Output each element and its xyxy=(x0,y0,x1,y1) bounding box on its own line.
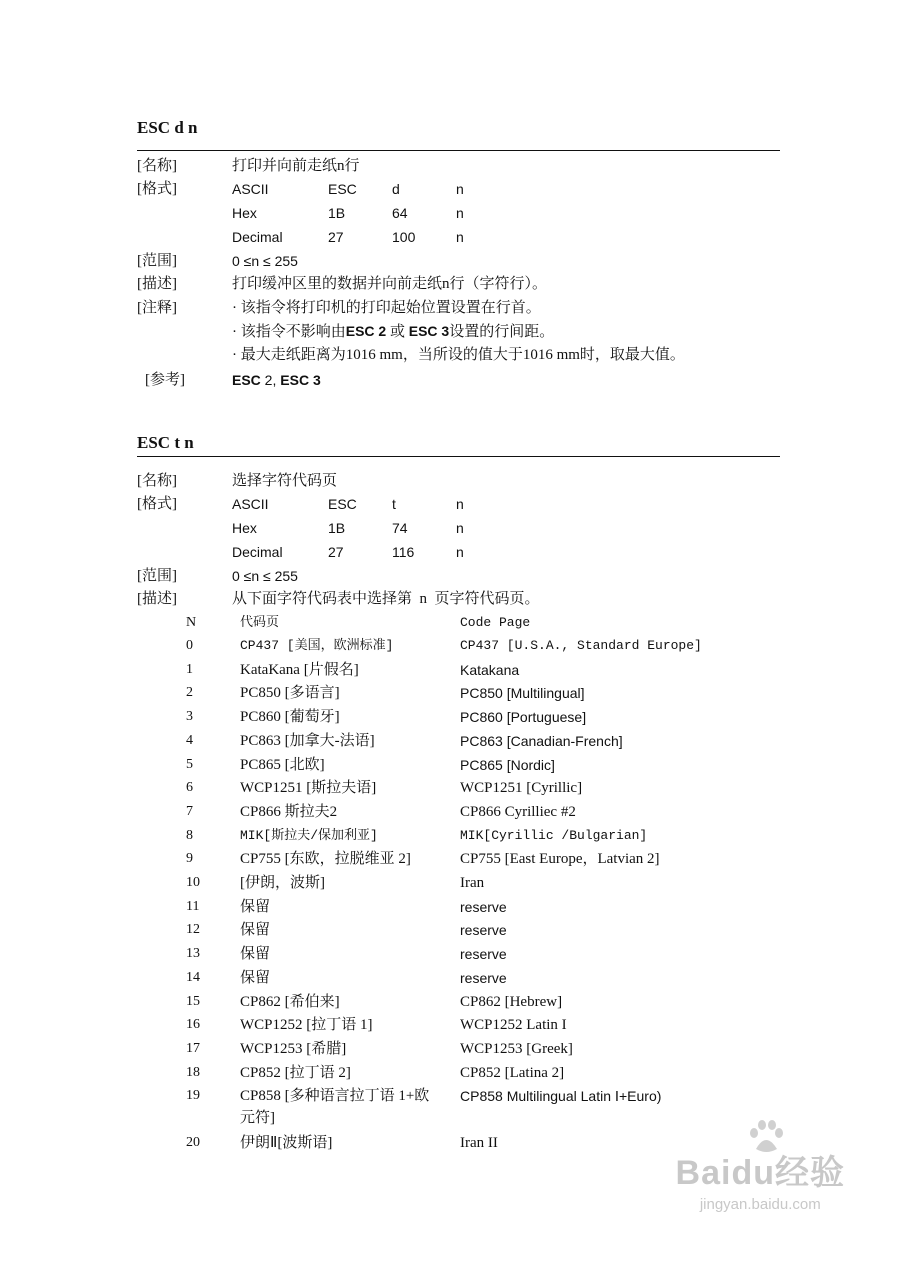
code-page-cn: [伊朗，波斯] xyxy=(240,875,325,891)
table-row xyxy=(0,730,905,752)
code-page-en: CP858 Multilingual Latin Ⅰ+Euro) xyxy=(460,1088,662,1105)
format-hex-code: 74 xyxy=(392,520,408,536)
note-3: · 最大走纸距离为1016 mm，当所设的值大于1016 mm时，取最大值。 xyxy=(232,347,685,363)
code-page-cn: MIK[斯拉夫/保加利亚] xyxy=(240,827,378,843)
table-row xyxy=(0,682,905,704)
format-row xyxy=(0,493,905,515)
row-number: 19 xyxy=(186,1088,200,1104)
code-page-cn: 保留 xyxy=(240,922,271,939)
code-page-en: reserve xyxy=(460,946,507,963)
code-page-en: CP755 [East Europe，Latvian 2] xyxy=(460,851,660,868)
section-title-esc-t-n: ESC t n xyxy=(137,433,194,452)
code-page-en: reserve xyxy=(460,969,507,986)
row-number: 7 xyxy=(186,803,193,819)
desc-value: 从下面字符代码表中选择第 n 页字符代码页。 xyxy=(232,591,540,607)
code-page-cn: CP858 [多种语言拉丁语 1+欧元符] xyxy=(240,1088,430,1127)
code-page-cn: PC863 [加拿大-法语] xyxy=(240,732,375,749)
table-row xyxy=(0,991,905,1013)
row-number: 10 xyxy=(186,875,200,890)
header-code-page-en: Code Page xyxy=(460,615,531,630)
desc-label: [描述] xyxy=(137,276,177,292)
code-page-en: Katakana xyxy=(460,661,520,678)
row-number: 16 xyxy=(186,1017,200,1033)
code-page-en: MIK[Cyrillic /Bulgarian] xyxy=(460,827,648,843)
notes-row xyxy=(0,320,905,342)
format-decimal-code: 116 xyxy=(392,544,415,560)
format-row xyxy=(0,178,905,200)
format-ascii-code: t xyxy=(392,496,396,512)
row-number: 4 xyxy=(186,732,193,748)
table-row xyxy=(0,635,905,657)
format-ascii-esc: ESC xyxy=(328,496,357,512)
code-page-cn: PC865 [北欧] xyxy=(240,756,325,773)
code-page-cn: WCP1253 [希腊] xyxy=(240,1040,347,1057)
note-2-or: 或 xyxy=(386,324,409,340)
ref-value xyxy=(232,369,321,391)
row-number: 12 xyxy=(186,922,200,938)
range-label: [范围] xyxy=(137,568,177,584)
header-code-page-cn: 代码页 xyxy=(240,615,280,630)
table-row xyxy=(0,943,905,965)
name-row xyxy=(0,470,905,492)
format-ascii-label: ASCII xyxy=(232,496,269,512)
code-page-cn: WCP1251 [斯拉夫语] xyxy=(240,780,377,797)
table-row xyxy=(0,1085,905,1127)
row-number: 1 xyxy=(186,661,193,677)
format-ascii-n: n xyxy=(456,496,464,512)
name-row xyxy=(0,155,905,177)
format-row xyxy=(0,517,905,539)
row-number: 9 xyxy=(186,851,193,867)
table-row xyxy=(0,801,905,823)
code-page-cn: PC850 [多语言] xyxy=(240,685,340,702)
format-ascii-code: d xyxy=(392,181,400,197)
table-row xyxy=(0,706,905,728)
command-name: 打印并向前走纸n行 xyxy=(232,158,360,174)
format-ascii-esc: ESC xyxy=(328,181,357,197)
paw-icon xyxy=(746,1119,786,1155)
format-decimal-code: 100 xyxy=(392,229,416,245)
code-page-cn: 保留 xyxy=(240,946,271,963)
row-number: 20 xyxy=(186,1135,200,1151)
format-decimal-label: Decimal xyxy=(232,544,283,560)
format-decimal-label: Decimal xyxy=(232,229,283,245)
range-row xyxy=(0,565,905,587)
table-row xyxy=(0,754,905,776)
code-page-cn: WCP1252 [拉丁语 1] xyxy=(240,1017,373,1034)
format-row xyxy=(0,541,905,563)
code-page-en: PC860 [Portuguese] xyxy=(460,709,587,726)
notes-row xyxy=(0,297,905,319)
row-number: 2 xyxy=(186,685,193,701)
code-page-cn: 伊朗Ⅱ[波斯语] xyxy=(240,1135,333,1152)
baidu-watermark xyxy=(676,1145,845,1213)
header-n: N xyxy=(186,615,197,630)
table-row xyxy=(0,1014,905,1036)
code-page-en: CP437 [U.S.A., Standard Europe] xyxy=(460,638,702,653)
watermark-logo: Baidu经验 xyxy=(675,1154,845,1192)
format-label: [格式] xyxy=(137,181,177,197)
ref-esc: ESC xyxy=(232,372,261,388)
code-page-cn: KataKana [片假名] xyxy=(240,661,359,678)
table-row xyxy=(0,777,905,799)
code-page-en: WCP1253 [Greek] xyxy=(460,1040,573,1057)
table-row xyxy=(0,896,905,918)
table-row xyxy=(0,848,905,870)
code-page-en: Iran II xyxy=(460,1135,498,1152)
code-page-cn: CP437 [美国，欧洲标准] xyxy=(240,638,394,653)
note-2 xyxy=(232,320,554,343)
code-page-cn: 保留 xyxy=(240,898,271,915)
code-page-en: reserve xyxy=(460,898,507,915)
row-number: 15 xyxy=(186,993,200,1009)
note-2-esc2: ESC 2 xyxy=(345,323,387,339)
format-hex-n: n xyxy=(456,520,464,536)
format-label: [格式] xyxy=(137,496,177,512)
format-hex-esc: 1B xyxy=(328,520,346,536)
section-rule xyxy=(137,456,780,457)
code-page-cn: CP866 斯拉夫2 xyxy=(240,803,338,820)
range-value: 0 ≤n ≤ 255 xyxy=(232,253,298,269)
table-row xyxy=(0,659,905,681)
note-2-esc3: ESC 3 xyxy=(408,323,450,339)
format-ascii-n: n xyxy=(456,181,464,197)
code-page-en: CP862 [Hebrew] xyxy=(460,993,563,1010)
code-page-cn: PC860 [葡萄牙] xyxy=(240,709,340,726)
code-page-cn: 保留 xyxy=(240,969,271,986)
command-name: 选择字符代码页 xyxy=(232,473,338,489)
desc-row xyxy=(0,588,905,610)
range-label: [范围] xyxy=(137,253,177,269)
section-rule xyxy=(137,150,780,151)
name-label: [名称] xyxy=(137,158,177,174)
table-row xyxy=(0,1038,905,1060)
format-decimal-esc: 27 xyxy=(328,229,344,245)
format-hex-label: Hex xyxy=(232,520,257,536)
code-page-en: CP866 Cyrilliec #2 xyxy=(460,803,576,820)
row-number: 13 xyxy=(186,946,200,962)
notes-row xyxy=(0,344,905,366)
format-decimal-esc: 27 xyxy=(328,544,344,560)
table-row xyxy=(0,967,905,989)
format-row xyxy=(0,226,905,248)
desc-row xyxy=(0,273,905,295)
ref-row xyxy=(0,369,905,391)
format-ascii-label: ASCII xyxy=(232,181,269,197)
row-number: 6 xyxy=(186,780,193,796)
note-1: · 该指令将打印机的打印起始位置设置在行首。 xyxy=(232,300,541,316)
code-page-en: PC865 [Nordic] xyxy=(460,756,555,773)
row-number: 3 xyxy=(186,709,193,725)
range-row xyxy=(0,250,905,272)
format-decimal-n: n xyxy=(456,544,464,560)
range-value: 0 ≤n ≤ 255 xyxy=(232,568,298,584)
notes-label: [注释] xyxy=(137,300,177,316)
name-label: [名称] xyxy=(137,473,177,489)
note-2-a: · 该指令不影响由 xyxy=(232,324,346,340)
section-title-esc-d-n: ESC d n xyxy=(137,118,198,137)
code-page-en: Iran xyxy=(460,875,485,891)
format-hex-code: 64 xyxy=(392,205,408,221)
code-page-cn: CP755 [东欧，拉脱维亚 2] xyxy=(240,851,411,868)
code-page-en: WCP1252 Latin I xyxy=(460,1017,567,1034)
watermark-url: jingyan.baidu.com xyxy=(699,1196,821,1213)
format-hex-esc: 1B xyxy=(328,205,346,221)
table-row xyxy=(0,919,905,941)
code-page-en: WCP1251 [Cyrillic] xyxy=(460,780,583,797)
desc-value: 打印缓冲区里的数据并向前走纸n行（字符行）。 xyxy=(232,276,548,292)
row-number: 11 xyxy=(186,898,200,914)
code-page-cn: CP852 [拉丁语 2] xyxy=(240,1064,351,1081)
format-hex-n: n xyxy=(456,205,464,221)
code-page-en: PC850 [Multilingual] xyxy=(460,685,585,702)
code-page-en: reserve xyxy=(460,922,507,939)
row-number: 0 xyxy=(186,638,193,653)
row-number: 17 xyxy=(186,1040,200,1056)
row-number: 18 xyxy=(186,1064,200,1080)
table-row xyxy=(0,872,905,894)
format-hex-label: Hex xyxy=(232,205,257,221)
ref-label: [参考] xyxy=(145,372,185,388)
table-row xyxy=(0,825,905,847)
ref-sep: 2, xyxy=(260,372,281,388)
table-header xyxy=(0,612,905,634)
code-page-en: PC863 [Canadian-French] xyxy=(460,732,623,749)
row-number: 8 xyxy=(186,827,193,843)
desc-label: [描述] xyxy=(137,591,177,607)
row-number: 14 xyxy=(186,969,200,985)
ref-esc3: ESC 3 xyxy=(280,372,321,388)
table-row xyxy=(0,1062,905,1084)
code-page-cn: CP862 [希伯来] xyxy=(240,993,340,1010)
format-decimal-n: n xyxy=(456,229,464,245)
code-page-en: CP852 [Latina 2] xyxy=(460,1064,565,1081)
note-2-b: 设置的行间距。 xyxy=(449,324,555,340)
format-row xyxy=(0,202,905,224)
row-number: 5 xyxy=(186,756,193,772)
